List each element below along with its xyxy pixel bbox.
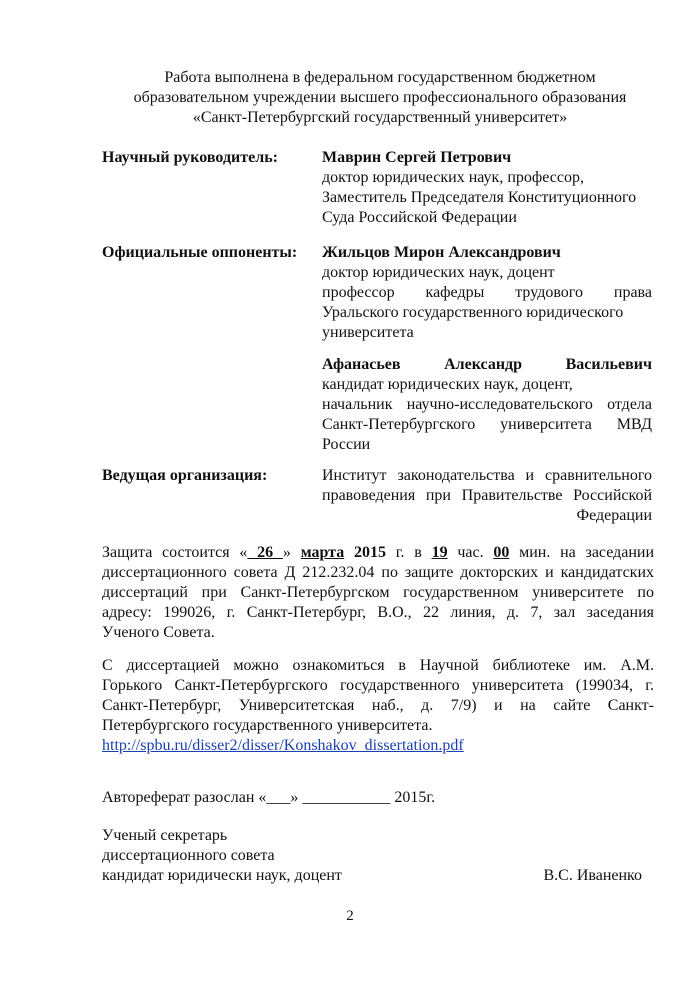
opponent-1-name: Жильцов Мирон Александрович [322,244,561,261]
intro-line: Работа выполнена в федеральном государственном бюджетном [164,69,596,86]
secretary-line: диссертационного совета [102,847,275,864]
defense-year: 2015 [344,544,386,561]
library-line: Санкт-Петербург, Университетская наб., д. 7/9) и на сайте Санкт- [102,697,654,714]
opponent-2-line: кандидат юридических наук, доцент, [322,376,573,393]
defense-text: » [282,544,301,561]
leading-org-label: Ведущая организация: [102,467,268,484]
opponent-1-line: университета [322,324,414,341]
intro-line: «Санкт-Петербургский государственный университет» [192,109,568,126]
opponent-1-line: профессор кафедры трудового права [322,284,652,301]
secretary-line: Ученый секретарь [102,827,228,844]
page-number: 2 [346,908,354,924]
library-line: Петербургского государственного университета. [102,717,433,734]
leading-org-line: Институт законодательства и сравнительного [322,467,652,484]
opponent-2-line: начальник научно-исследовательского отдела [322,396,652,413]
supervisor-name: Маврин Сергей Петрович [322,149,512,166]
defense-day: 26 [247,544,283,561]
opponent-1-line: доктор юридических наук, доцент [322,264,555,281]
supervisor-info [322,148,652,228]
opponent-2-name: Афанасьев Александр Васильевич [322,356,652,373]
leading-org-line: Федерации [576,507,652,524]
defense-month: марта [300,544,345,561]
opponent-2 [322,355,652,455]
defense-text: Защита состоится « [102,544,248,561]
supervisor-line: доктор юридических наук, профессор, [322,169,584,186]
opponent-2-line: России [322,436,371,453]
opponent-1-line: Уральского государственного юридического [322,304,624,321]
opponents-label: Официальные оппоненты: [102,244,298,261]
supervisor-label: Научный руководитель: [102,149,278,166]
secretary-block [102,826,654,886]
defense-paragraph [102,543,654,643]
defense-line: Ученого Совета. [102,624,215,641]
dissertation-link[interactable]: http://spbu.ru/disser2/disser/Konshakov_dissertation.pdf [102,737,464,754]
opponent-2-line: Санкт-Петербургского университета МВД [322,416,652,433]
intro-line: образовательном учреждении высшего профессионального образования [133,89,627,106]
defense-hour: 19 [431,544,448,561]
library-line: Горького Санкт-Петербургского государственного университета (199034, г. [102,677,654,694]
library-line: С диссертацией можно ознакомиться в Научной библиотеке им. А.М. [102,657,654,674]
leading-org-line: правоведения при Правительстве Российской [322,487,652,504]
defense-minute: 00 [493,544,510,561]
secretary-line: кандидат юридически наук, доцент [102,867,342,884]
library-paragraph [102,656,654,756]
supervisor-line: Заместитель Председателя Конституционного [322,189,637,206]
secretary-signature-name: В.С. Иваненко [543,867,642,884]
supervisor-line: Суда Российской Федерации [322,209,517,226]
opponent-1 [322,243,652,343]
leading-org-info [322,466,652,526]
intro-block [100,68,660,128]
defense-text: мин. на заседании [509,544,655,561]
defense-text: час. [447,544,494,561]
defense-line: диссертационного совета Д 212.232.04 по защите докторских и кандидатских [102,564,654,581]
defense-line: диссертаций при Санкт-Петербургском государственном университете по [102,584,654,601]
defense-text: г. в [385,544,432,561]
defense-line-1 [102,543,654,563]
defense-line: адресу: 199026, г. Санкт-Петербург, В.О., 22 линия, д. 7, зал заседания [102,604,654,621]
autoreferat-line: Автореферат разослан «___» ___________ 2015г. [102,789,436,806]
